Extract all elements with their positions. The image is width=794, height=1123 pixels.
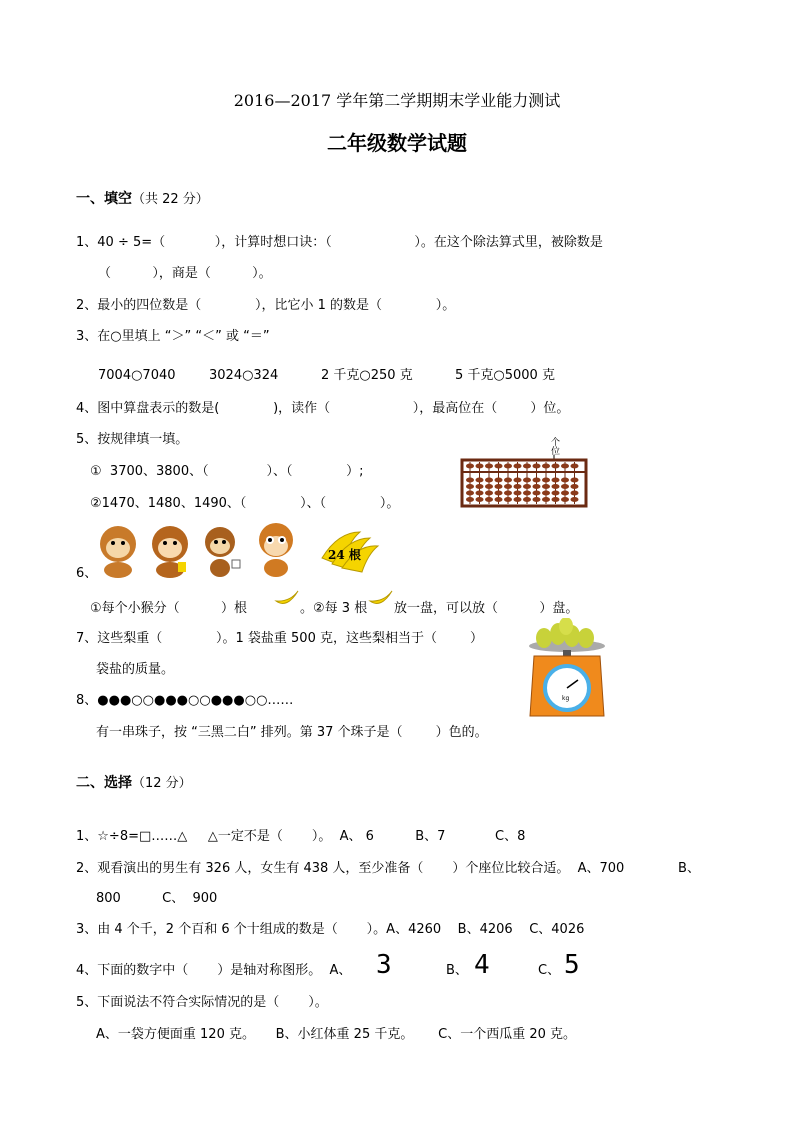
choice-question-2-line-2: 800 C、 900 — [96, 891, 218, 906]
abacus-lower-bead — [504, 484, 512, 489]
abacus-lower-bead — [514, 491, 522, 496]
abacus-lower-bead — [485, 491, 493, 496]
abacus-lower-bead — [495, 484, 503, 489]
abacus-upper-bead — [485, 464, 493, 469]
abacus-lower-bead — [504, 478, 512, 483]
abacus-lower-bead — [514, 497, 522, 502]
question-8-line-1: 8、●●●○○●●●○○●●●○○…… — [76, 693, 294, 708]
abacus-lower-bead — [533, 491, 541, 496]
choice-question-4: 4、下面的数字中（ ）是轴对称图形。 A、 — [76, 963, 352, 978]
abacus-lower-bead — [504, 497, 512, 502]
abacus-image — [458, 436, 590, 510]
choice-question-5-options: A、一袋方便面重 120 克。 B、小红体重 25 千克。 C、一个西瓜重 20 克。 — [96, 1027, 577, 1042]
digit-option-b: 4 — [474, 950, 490, 980]
abacus-lower-bead — [523, 484, 531, 489]
abacus-upper-bead — [523, 464, 531, 469]
choice-question-3: 3、由 4 个千，2 个百和 6 个十组成的数是（ ）。A、4260 B、4206 C、4026 — [76, 922, 585, 937]
choice-question-1: 1、☆÷8=□……△ △一定不是（ ）。 A、 6 B、7 C、8 — [76, 829, 526, 844]
monkey-1 — [100, 526, 136, 578]
abacus-upper-bead — [561, 464, 569, 469]
abacus-upper-bead — [571, 464, 579, 469]
scale-unit-label: kg — [562, 695, 570, 702]
abacus-lower-bead — [552, 478, 560, 483]
abacus-upper-bead — [542, 464, 550, 469]
option-b-label: B、 — [446, 963, 468, 978]
monkey-2 — [152, 526, 188, 578]
question-5: 5、按规律填一填。 — [76, 432, 189, 447]
abacus-lower-bead — [476, 491, 484, 496]
abacus-place-label-1: 个 — [551, 438, 561, 448]
abacus-lower-bead — [485, 478, 493, 483]
abacus-lower-bead — [523, 478, 531, 483]
section-points: （共 22 分） — [132, 192, 209, 207]
choice-question-5: 5、下面说法不符合实际情况的是（ ）。 — [76, 995, 328, 1010]
banana-bunch-image — [318, 528, 380, 574]
abacus-lower-bead — [561, 484, 569, 489]
abacus-lower-bead — [542, 478, 550, 483]
abacus-lower-bead — [571, 478, 579, 483]
abacus-lower-bead — [466, 484, 474, 489]
abacus-lower-bead — [542, 491, 550, 496]
banana-icon — [274, 589, 300, 609]
choice-question-2-line-1: 2、观看演出的男生有 326 人，女生有 438 人，至少准备（ ）个座位比较合适。 A、700 B、 — [76, 861, 700, 876]
exam-title: 2016—2017 学年第二学期期末学业能力测试 — [233, 91, 561, 110]
abacus-upper-bead — [514, 464, 522, 469]
abacus-lower-bead — [571, 491, 579, 496]
abacus-lower-bead — [523, 497, 531, 502]
banana-icon — [368, 589, 394, 609]
scale-with-pears-image — [526, 618, 608, 718]
abacus-lower-bead — [561, 478, 569, 483]
abacus-lower-bead — [466, 491, 474, 496]
abacus-upper-bead — [533, 464, 541, 469]
abacus-lower-bead — [552, 491, 560, 496]
abacus-lower-bead — [533, 484, 541, 489]
banana-count-label: 24 根 — [328, 548, 361, 562]
abacus-lower-bead — [476, 484, 484, 489]
abacus-lower-bead — [514, 484, 522, 489]
abacus-lower-bead — [485, 497, 493, 502]
question-3-item-b: 3024○324 — [209, 368, 279, 383]
question-5-sequence-b: ②1470、1480、1490、（ ）、（ ）。 — [90, 496, 400, 511]
abacus-upper-bead — [476, 464, 484, 469]
abacus-lower-bead — [523, 491, 531, 496]
abacus-lower-bead — [495, 478, 503, 483]
abacus-lower-bead — [542, 497, 550, 502]
question-2: 2、最小的四位数是（ ），比它小 1 的数是（ ）。 — [76, 298, 456, 313]
digit-option-c: 5 — [564, 950, 580, 980]
question-7-line-2: 袋盐的质量。 — [96, 662, 175, 677]
abacus-lower-bead — [504, 491, 512, 496]
question-3-item-d: 5 千克○5000 克 — [455, 368, 555, 383]
abacus-lower-bead — [552, 497, 560, 502]
question-4: 4、图中算盘表示的数是( )，读作（ ），最高位在（ ）位。 — [76, 401, 570, 416]
question-1-line-1: 1、40 ÷ 5=（ ），计算时想口诀：（ ）。在这个除法算式里，被除数是 — [76, 235, 603, 250]
section-heading-fill-blanks — [76, 188, 209, 208]
question-6-number: 6、 — [76, 566, 98, 581]
monkey-3 — [205, 527, 240, 577]
question-8-line-2: 有一串珠子，按 “三黑二白” 排列。第 37 个珠子是（ ）色的。 — [96, 725, 488, 740]
question-5-sequence-a: ① 3700、3800、（ ）、（ ）; — [90, 464, 364, 479]
section-points: （12 分） — [132, 776, 192, 791]
monkeys-image — [96, 518, 302, 578]
abacus-lower-bead — [552, 484, 560, 489]
abacus-upper-bead — [552, 464, 560, 469]
abacus-lower-bead — [476, 497, 484, 502]
question-1-line-2: （ ），商是（ ）。 — [98, 266, 272, 281]
question-3-item-c: 2 千克○250 克 — [321, 368, 413, 383]
exam-subtitle: 二年级数学试题 — [327, 131, 467, 155]
question-3: 3、在○里填上 “＞” “＜” 或 “＝” — [76, 329, 270, 344]
question-6-text-a: ①每个小猴分（ ）根 — [90, 601, 247, 616]
question-3-item-a: 7004○7040 — [98, 368, 176, 383]
abacus-lower-bead — [476, 478, 484, 483]
abacus-upper-bead — [504, 464, 512, 469]
monkey-4 — [259, 523, 293, 577]
abacus-lower-bead — [561, 497, 569, 502]
abacus-lower-bead — [561, 491, 569, 496]
abacus-lower-bead — [533, 478, 541, 483]
abacus-lower-bead — [495, 497, 503, 502]
abacus-lower-bead — [466, 497, 474, 502]
abacus-lower-bead — [571, 497, 579, 502]
abacus-upper-bead — [466, 464, 474, 469]
abacus-lower-bead — [571, 484, 579, 489]
section-title: 二、选择 — [76, 775, 132, 791]
abacus-lower-bead — [485, 484, 493, 489]
question-6-text-b: 。②每 3 根 — [300, 601, 368, 616]
section-heading-multiple-choice — [76, 772, 192, 792]
option-c-label: C、 — [538, 963, 561, 978]
abacus-lower-bead — [466, 478, 474, 483]
abacus-lower-bead — [542, 484, 550, 489]
abacus-place-label-2: 位 — [551, 447, 561, 457]
abacus-lower-bead — [514, 478, 522, 483]
abacus-lower-bead — [533, 497, 541, 502]
digit-option-a: 3 — [376, 950, 392, 980]
abacus-lower-bead — [495, 491, 503, 496]
question-7-line-1: 7、这些梨重（ ）。1 袋盐重 500 克，这些梨相当于（ ） — [76, 631, 484, 646]
abacus-upper-bead — [495, 464, 503, 469]
question-6-text-c: 放一盘，可以放（ ）盘。 — [394, 601, 579, 616]
section-title: 一、填空 — [76, 191, 132, 207]
